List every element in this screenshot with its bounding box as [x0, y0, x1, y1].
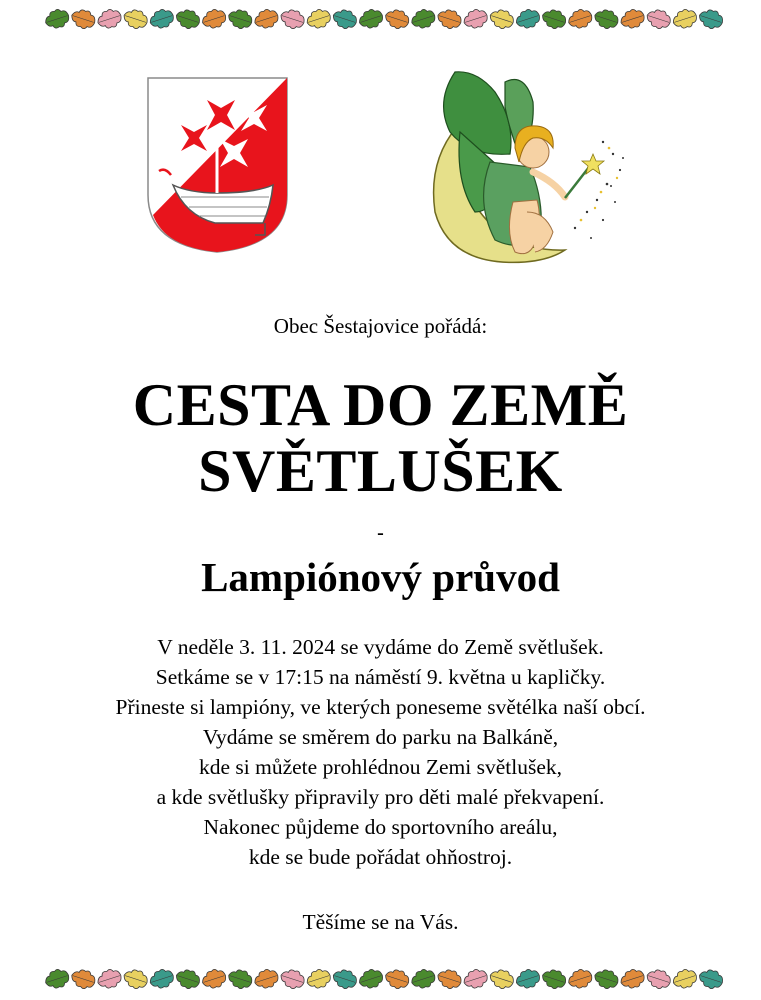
- oak-leaf-icon: [252, 7, 280, 32]
- oak-leaf-icon: [461, 967, 489, 992]
- oak-leaf-icon: [592, 7, 620, 32]
- oak-leaf-icon: [461, 7, 489, 32]
- oak-leaf-icon: [278, 7, 306, 32]
- oak-leaf-icon: [618, 7, 646, 32]
- oak-leaf-icon: [304, 967, 332, 992]
- oak-leaf-icon: [278, 967, 306, 992]
- oak-leaf-icon: [252, 967, 280, 992]
- oak-leaf-icon: [147, 967, 175, 992]
- oak-leaf-icon: [357, 7, 385, 32]
- oak-leaf-icon: [409, 7, 437, 32]
- oak-leaf-icon: [147, 7, 175, 32]
- oak-leaf-icon: [514, 7, 542, 32]
- oak-leaf-icon: [540, 967, 568, 992]
- oak-leaf-icon: [671, 967, 699, 992]
- oak-leaf-icon: [644, 967, 672, 992]
- event-subtitle: Lampiónový průvod: [201, 554, 560, 600]
- oak-leaf-icon: [200, 967, 228, 992]
- oak-leaf-icon: [566, 967, 594, 992]
- oak-leaf-icon: [121, 7, 149, 32]
- description-line: kde si můžete prohlédnou Zemi světlušek,: [198, 755, 563, 779]
- oak-leaf-icon: [304, 7, 332, 32]
- oak-leaf-icon: [331, 7, 359, 32]
- oak-leaf-icon: [331, 967, 359, 992]
- oak-leaf-icon: [174, 7, 202, 32]
- oak-leaf-icon: [618, 967, 646, 992]
- oak-leaf-icon: [671, 7, 699, 32]
- oak-leaf-icon: [566, 7, 594, 32]
- oak-leaf-icon: [592, 967, 620, 992]
- oak-leaf-icon: [44, 7, 71, 32]
- oak-leaf-icon: [487, 7, 515, 32]
- oak-leaf-icon: [409, 967, 437, 992]
- fairy-on-moon-icon: [415, 62, 630, 267]
- oak-leaf-icon: [200, 7, 228, 32]
- oak-leaf-icon: [226, 7, 254, 32]
- description-line: a kde světlušky připravily pro děti malé překvapení.: [156, 785, 605, 809]
- organizer-intro: Obec Šestajovice pořádá:: [273, 314, 488, 338]
- description-line: V neděle 3. 11. 2024 se vydáme do Země světlušek.: [157, 635, 604, 659]
- description-line: kde se bude pořádat ohňostroj.: [248, 845, 513, 869]
- closing-line: Těšíme se na Vás.: [302, 910, 459, 934]
- oak-leaf-icon: [383, 967, 411, 992]
- oak-leaf-icon: [121, 967, 149, 992]
- event-description: [0, 632, 761, 872]
- description-line: Přineste si lampióny, ve kterých poneseme světélka naší obcí.: [115, 695, 646, 719]
- oak-leaf-icon: [95, 7, 123, 32]
- oak-leaf-icon: [226, 967, 254, 992]
- oak-leaf-icon: [44, 967, 71, 992]
- oak-leaf-icon: [697, 967, 724, 992]
- coat-of-arms-icon: [145, 75, 290, 255]
- oak-leaf-icon: [487, 967, 515, 992]
- oak-leaf-icon: [514, 967, 542, 992]
- oak-leaf-icon: [697, 7, 724, 32]
- oak-leaf-border-top-icon: [44, 6, 724, 32]
- oak-leaf-icon: [540, 7, 568, 32]
- description-line: Vydáme se směrem do parku na Balkáně,: [202, 725, 559, 749]
- description-line: Setkáme se v 17:15 na náměstí 9. května u kapličky.: [155, 665, 606, 689]
- title-separator: -: [377, 522, 384, 544]
- oak-leaf-icon: [69, 7, 97, 32]
- event-title: [0, 372, 761, 504]
- description-line: Nakonec půjdeme do sportovního areálu,: [203, 815, 558, 839]
- oak-leaf-icon: [435, 967, 463, 992]
- oak-leaf-border-bottom-icon: [44, 966, 724, 992]
- oak-leaf-icon: [383, 7, 411, 32]
- oak-leaf-icon: [644, 7, 672, 32]
- oak-leaf-icon: [435, 7, 463, 32]
- oak-leaf-icon: [69, 967, 97, 992]
- oak-leaf-icon: [95, 967, 123, 992]
- oak-leaf-icon: [357, 967, 385, 992]
- oak-leaf-icon: [174, 967, 202, 992]
- event-title-line-1: CESTA DO ZEMĚ: [132, 372, 629, 438]
- event-title-line-2: SVĚTLUŠEK: [198, 438, 563, 504]
